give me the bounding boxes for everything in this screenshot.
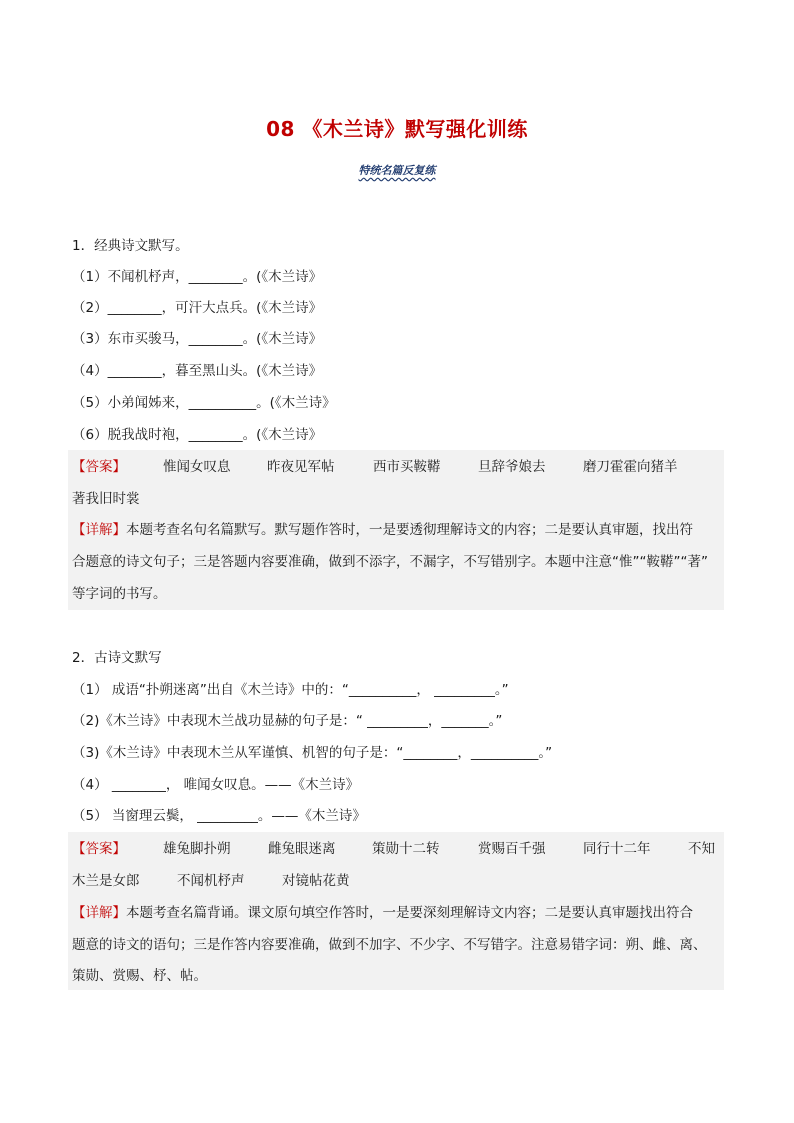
answer-2-9: 对镜帖花黄 bbox=[282, 873, 350, 889]
answer-label-2: 【答案】 bbox=[72, 841, 126, 857]
answer-2-2: 雌兔眼迷离 bbox=[268, 841, 336, 857]
question-2-title: 2．古诗文默写 bbox=[72, 650, 162, 666]
question-2-item: （5） 当窗理云鬓， _________。——《木兰诗》 bbox=[72, 808, 366, 824]
answer-2-8: 不闻机杼声 bbox=[177, 873, 245, 889]
answer-1-6: 著我旧时裳 bbox=[72, 491, 140, 507]
detail-2-line-2: 题意的诗文的语句；三是作答内容要准确，做到不加字、不少字、不写错字。注意易错字词：朔、雌、离、 bbox=[72, 937, 707, 953]
question-2-item: （2)《木兰诗》中表现木兰战功显赫的句子是：“ _________，_______。” bbox=[72, 713, 503, 729]
question-1-item: （3）东市买骏马，________。(《木兰诗》 bbox=[72, 331, 323, 347]
question-1-item: （2）________，可汗大点兵。(《木兰诗》 bbox=[72, 300, 323, 316]
answer-1-4: 旦辞爷娘去 bbox=[478, 459, 546, 475]
detail-1-line-3: 等字词的书写。 bbox=[72, 586, 167, 602]
answer-1-3: 西市买鞍鞯 bbox=[373, 459, 441, 475]
question-2-item: （3)《木兰诗》中表现木兰从军谨慎、机智的句子是：“________，__________。” bbox=[72, 745, 553, 761]
answer-1-5: 磨刀霍霍向猪羊 bbox=[583, 459, 678, 475]
answer-2-6: 不知 bbox=[688, 841, 715, 857]
question-2-item: （4） ________， 唯闻女叹息。——《木兰诗》 bbox=[72, 777, 360, 793]
answer-label-1: 【答案】 bbox=[72, 459, 126, 475]
answer-1-1: 惟闻女叹息 bbox=[163, 459, 231, 475]
page-title: 08 《木兰诗》默写强化训练 bbox=[266, 117, 528, 141]
question-1-item: （1）不闻机杼声，________。(《木兰诗》 bbox=[72, 269, 323, 285]
detail-2-line-3: 策勋、赏赐、杼、帖。 bbox=[72, 968, 207, 984]
detail-2-line-1: 【详解】本题考查名篇背诵。课文原句填空作答时，一是要深刻理解诗文内容；二是要认真审题找出符合 bbox=[72, 905, 693, 921]
subtitle-text: 特统名篇反复练 bbox=[358, 164, 436, 177]
answer-2-7: 木兰是女郎 bbox=[72, 873, 140, 889]
answer-2-4: 赏赐百千强 bbox=[478, 841, 546, 857]
question-1-item: （5）小弟闻姊来，__________。(《木兰诗》 bbox=[72, 395, 336, 411]
question-1-item: （6）脱我战时袍，________。(《木兰诗》 bbox=[72, 427, 323, 443]
page-subtitle bbox=[0, 162, 794, 178]
question-1-title: 1．经典诗文默写。 bbox=[72, 238, 189, 254]
answer-2-1: 雄兔脚扑朔 bbox=[163, 841, 231, 857]
detail-1-line-2: 合题意的诗文句子；三是答题内容要准确，做到不添字，不漏字，不写错别字。本题中注意“惟”“鞍鞯”“著” bbox=[72, 554, 708, 570]
detail-1-line-1: 【详解】本题考查名句名篇默写。默写题作答时，一是要透彻理解诗文的内容；二是要认真审题，找出符 bbox=[72, 522, 693, 538]
answer-2-3: 策勋十二转 bbox=[372, 841, 440, 857]
answer-1-2: 昨夜见军帖 bbox=[267, 459, 335, 475]
question-2-item: （1） 成语“扑朔迷离”出自《木兰诗》中的：“__________， _________。” bbox=[72, 682, 509, 698]
answer-2-5: 同行十二年 bbox=[583, 841, 651, 857]
question-1-item: （4）________，暮至黑山头。(《木兰诗》 bbox=[72, 363, 323, 379]
